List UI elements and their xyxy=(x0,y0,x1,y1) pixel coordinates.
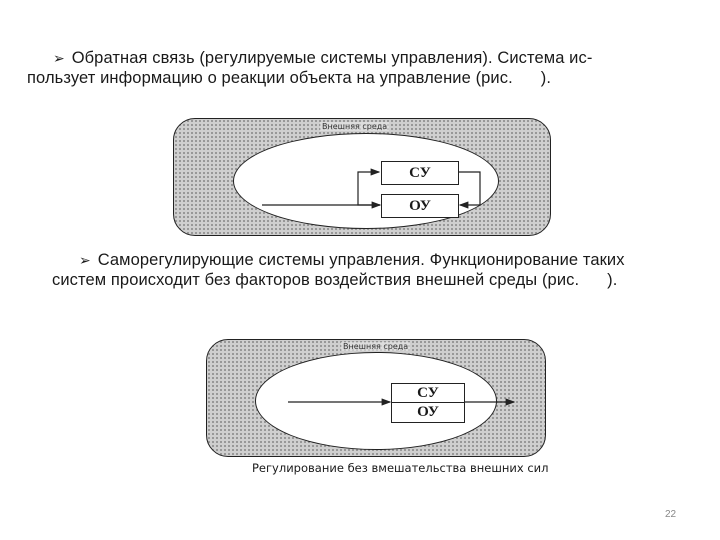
diagram-feedback xyxy=(173,118,551,236)
paragraph-feedback-line2-end: ). xyxy=(540,69,552,87)
controlled-object-box: ОУ xyxy=(381,194,459,218)
paragraph-self-regulating xyxy=(52,250,625,290)
system-ellipse xyxy=(255,352,497,450)
page-number: 22 xyxy=(665,509,677,520)
paragraph-feedback-line1: Обратная связь (регулируемые системы управления). Система ис- xyxy=(71,49,593,67)
feedback-arrow xyxy=(358,172,380,205)
paragraph-self-regulating-line1: Саморегулирующие системы управления. Функционирование таких xyxy=(97,251,625,269)
diagram-caption: Регулирование без вмешательства внешних сил xyxy=(252,461,549,475)
system-ellipse xyxy=(233,133,499,229)
control-system-box: СУ xyxy=(391,383,465,404)
forward-arrow xyxy=(458,172,480,205)
paragraph-feedback-line2: пользует информацию о реакции объекта на управление (рис. xyxy=(27,69,513,87)
bullet-arrow-icon: ➢ xyxy=(53,50,65,66)
flow-arrows xyxy=(256,353,496,449)
external-environment-label: Внешняя среда xyxy=(343,342,409,351)
control-system-box: СУ xyxy=(381,161,459,185)
bullet-arrow-icon: ➢ xyxy=(79,252,91,268)
feedback-arrows xyxy=(234,134,498,228)
paragraph-feedback xyxy=(27,48,592,88)
paragraph-self-regulating-line2: систем происходит без факторов воздействия внешней среды (рис. xyxy=(52,271,580,289)
external-environment-label: Внешняя среда xyxy=(322,122,388,131)
controlled-object-box: ОУ xyxy=(391,402,465,423)
diagram-self-regulation xyxy=(206,339,546,457)
paragraph-self-regulating-line2-end: ). xyxy=(607,271,618,289)
